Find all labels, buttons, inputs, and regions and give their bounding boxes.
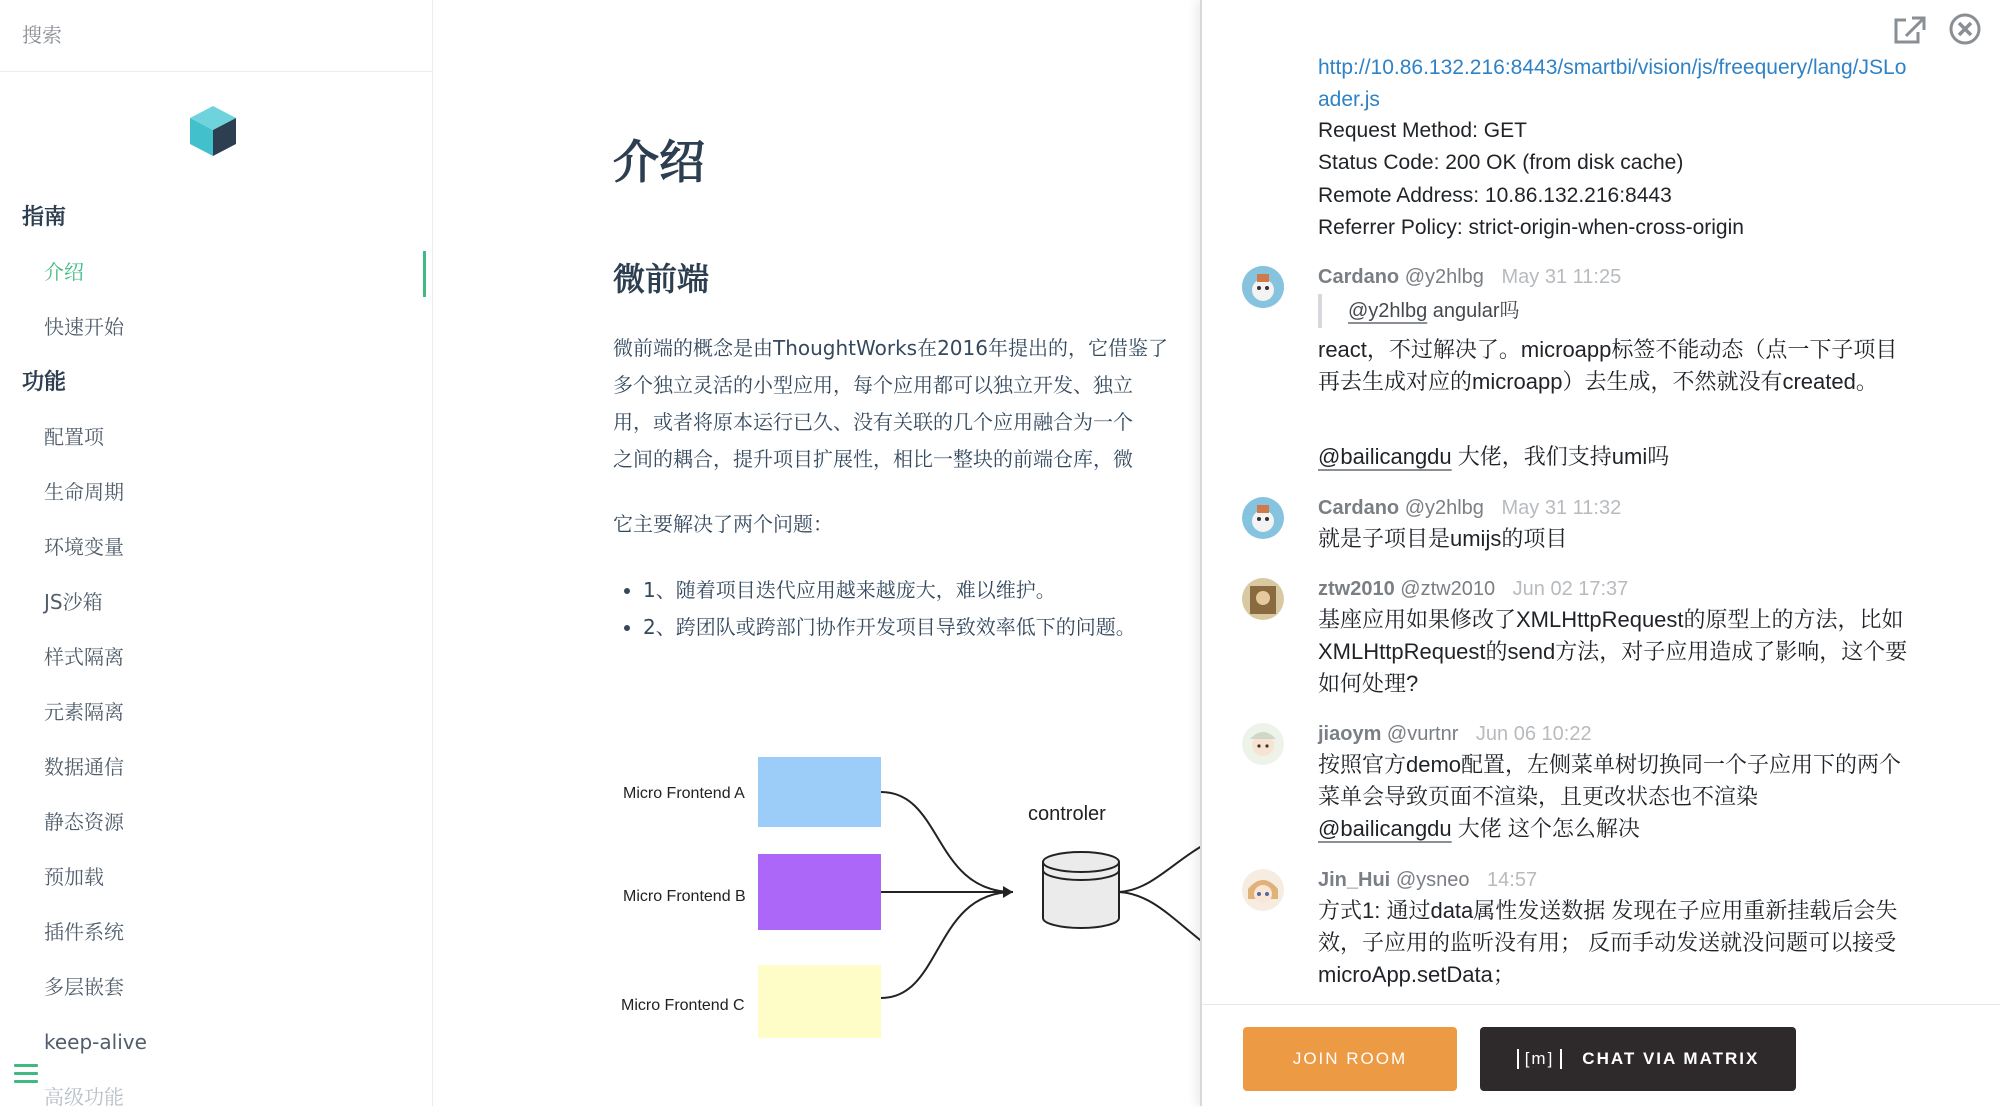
message-body: react，不过解决了。microapp标签不能动态（点一下子项目再去生成对应的microapp）去生成，不然就没有created。: [1318, 337, 1898, 394]
sender-name[interactable]: Jin_Hui: [1318, 869, 1391, 891]
mention-link[interactable]: @bailicangdu: [1318, 816, 1452, 841]
matrix-icon: [m]: [1517, 1049, 1563, 1069]
avatar[interactable]: [1242, 266, 1284, 308]
sidebar-item-style-isolation[interactable]: 样式隔离: [44, 645, 124, 669]
main-content: [433, 0, 1200, 1106]
message-time: May 31 11:32: [1501, 497, 1622, 519]
diagram-label-b: Micro Frontend B: [623, 888, 746, 905]
avatar[interactable]: [1242, 723, 1284, 765]
page-title: 介绍: [613, 135, 705, 189]
sender-name[interactable]: Cardano: [1318, 266, 1400, 288]
avatar[interactable]: [1242, 578, 1284, 620]
message-header: [1318, 723, 1592, 746]
sender-handle[interactable]: @ztw2010: [1400, 578, 1496, 600]
reply-quote: [1318, 294, 1520, 328]
sidebar-item-intro[interactable]: 介绍: [0, 245, 432, 300]
paragraph-line: 多个独立灵活的小型应用，每个应用都可以独立开发、独立: [613, 373, 1133, 397]
chat-via-matrix-label: CHAT VIA MATRIX: [1582, 1049, 1760, 1068]
nav-group-guide: 指南: [22, 205, 67, 230]
message-list[interactable]: [1202, 0, 2000, 1004]
sender-name[interactable]: ztw2010: [1318, 578, 1395, 600]
sidebar: [0, 0, 433, 1106]
sender-name[interactable]: jiaoym: [1318, 723, 1382, 745]
mention-text: 大佬，我们支持umi吗: [1451, 444, 1670, 469]
search-bar: [0, 0, 432, 72]
sender-handle[interactable]: @vurtnr: [1386, 723, 1459, 745]
sidebar-item-quickstart[interactable]: 快速开始: [44, 315, 124, 339]
nav-group-features: 功能: [22, 370, 67, 395]
sidebar-item-env[interactable]: 环境变量: [44, 535, 124, 559]
avatar[interactable]: [1242, 869, 1284, 911]
sender-name[interactable]: Cardano: [1318, 497, 1400, 519]
problems-list: [613, 572, 1136, 646]
chat-panel: [1200, 0, 2000, 1106]
message-time: 14:57: [1487, 869, 1538, 891]
sender-handle[interactable]: @y2hlbg: [1404, 497, 1484, 519]
sidebar-item-advanced[interactable]: 高级功能: [44, 1085, 124, 1106]
sidebar-item-element-isolation[interactable]: 元素隔离: [44, 700, 124, 724]
chat-toolbar: [1892, 0, 2000, 60]
sidebar-nav: [0, 190, 432, 1106]
search-input[interactable]: [20, 22, 404, 48]
sender-handle[interactable]: @ysneo: [1395, 869, 1470, 891]
problems-intro: 它主要解决了两个问题：: [613, 512, 833, 536]
sidebar-item-config[interactable]: 配置项: [44, 425, 104, 449]
menu-toggle-icon[interactable]: [14, 1064, 38, 1084]
message-body: 方式1: 通过data属性发送数据 发现在子应用重新挂载后会失效，子应用的监听没有用； 反而手动发送就没问题可以接受 microApp.setData；: [1318, 898, 1898, 987]
mention-link[interactable]: @bailicangdu: [1318, 444, 1452, 469]
cube-logo-icon[interactable]: [188, 104, 238, 158]
intro-paragraph: [613, 330, 1200, 478]
architecture-diagram: [613, 740, 1200, 1040]
sidebar-item-data[interactable]: 数据通信: [44, 755, 124, 779]
sidebar-item-plugins[interactable]: 插件系统: [44, 920, 124, 944]
sender-handle[interactable]: @y2hlbg: [1404, 266, 1484, 288]
request-url-link[interactable]: http://10.86.132.216:8443/smartbi/vision/js/freequery/lang/JSLoader.js: [1318, 56, 1907, 111]
message-header: [1318, 266, 1621, 289]
mention-text: 大佬 这个怎么解决: [1451, 816, 1640, 841]
message-header: [1318, 497, 1621, 520]
status-code: Status Code: 200 OK (from disk cache): [1318, 151, 1684, 174]
sidebar-item-prefetch[interactable]: 预加载: [44, 865, 104, 889]
list-item: • 2、跨团队或跨部门协作开发项目导致效率低下的问题。: [643, 609, 1136, 646]
external-link-icon[interactable]: [1892, 14, 1928, 46]
sidebar-item-static[interactable]: 静态资源: [44, 810, 124, 834]
diagram-controller-label: controler: [1028, 803, 1106, 825]
sidebar-item-sandbox[interactable]: JS沙箱: [44, 590, 103, 614]
message-mention-line: [1318, 441, 1918, 473]
message-time: May 31 11:25: [1501, 266, 1622, 288]
section-title: 微前端: [613, 260, 710, 298]
request-method: Request Method: GET: [1318, 119, 1527, 142]
diagram-box-a: [758, 757, 881, 827]
message-body: 按照官方demo配置，左侧菜单树切换同一个子应用下的两个菜单会导致页面不渲染，且更改状态也不渲染: [1318, 752, 1902, 809]
message-time: Jun 02 17:37: [1512, 578, 1629, 600]
diagram-label-a: Micro Frontend A: [623, 785, 745, 802]
close-circle-icon[interactable]: [1948, 12, 1982, 46]
sidebar-item-nest[interactable]: 多层嵌套: [44, 975, 124, 999]
chat-via-matrix-button[interactable]: [1480, 1027, 1796, 1091]
diagram-box-b: [758, 854, 881, 930]
message-time: Jun 06 10:22: [1475, 723, 1592, 745]
quote-text: angular吗: [1427, 300, 1520, 322]
referrer-policy: Referrer Policy: strict-origin-when-cross-origin: [1318, 216, 1744, 239]
paragraph-line: 用，或者将原本运行已久、没有关联的几个应用融合为一个: [613, 410, 1133, 434]
database-icon: [1043, 852, 1119, 928]
sidebar-item-lifecycle[interactable]: 生命周期: [44, 480, 124, 504]
list-item: • 1、随着项目迭代应用越来越庞大，难以维护。: [643, 572, 1136, 609]
diagram-label-c: Micro Frontend C: [621, 997, 745, 1014]
message-body: 就是子项目是umijs的项目: [1318, 526, 1568, 551]
message-body: 基座应用如果修改了XMLHttpRequest的原型上的方法，比如XMLHttpRequest的send方法，对子应用造成了影响，这个要如何处理?: [1318, 607, 1908, 696]
paragraph-line: 之间的耦合，提升项目扩展性，相比一整块的前端仓库，微: [613, 447, 1133, 471]
sidebar-item-keep-alive[interactable]: keep-alive: [44, 1030, 147, 1054]
message-header: [1318, 578, 1628, 601]
diagram-box-c: [758, 965, 881, 1038]
chat-footer: [1202, 1004, 2000, 1107]
avatar[interactable]: [1242, 497, 1284, 539]
message-mention-line: [1318, 813, 1918, 845]
join-room-button[interactable]: JOIN ROOM: [1243, 1027, 1457, 1091]
mention-link[interactable]: @y2hlbg: [1348, 300, 1428, 322]
remote-address: Remote Address: 10.86.132.216:8443: [1318, 184, 1672, 207]
message-header: [1318, 869, 1537, 892]
paragraph-line: 微前端的概念是由ThoughtWorks在2016年提出的，它借鉴了: [613, 336, 1168, 360]
